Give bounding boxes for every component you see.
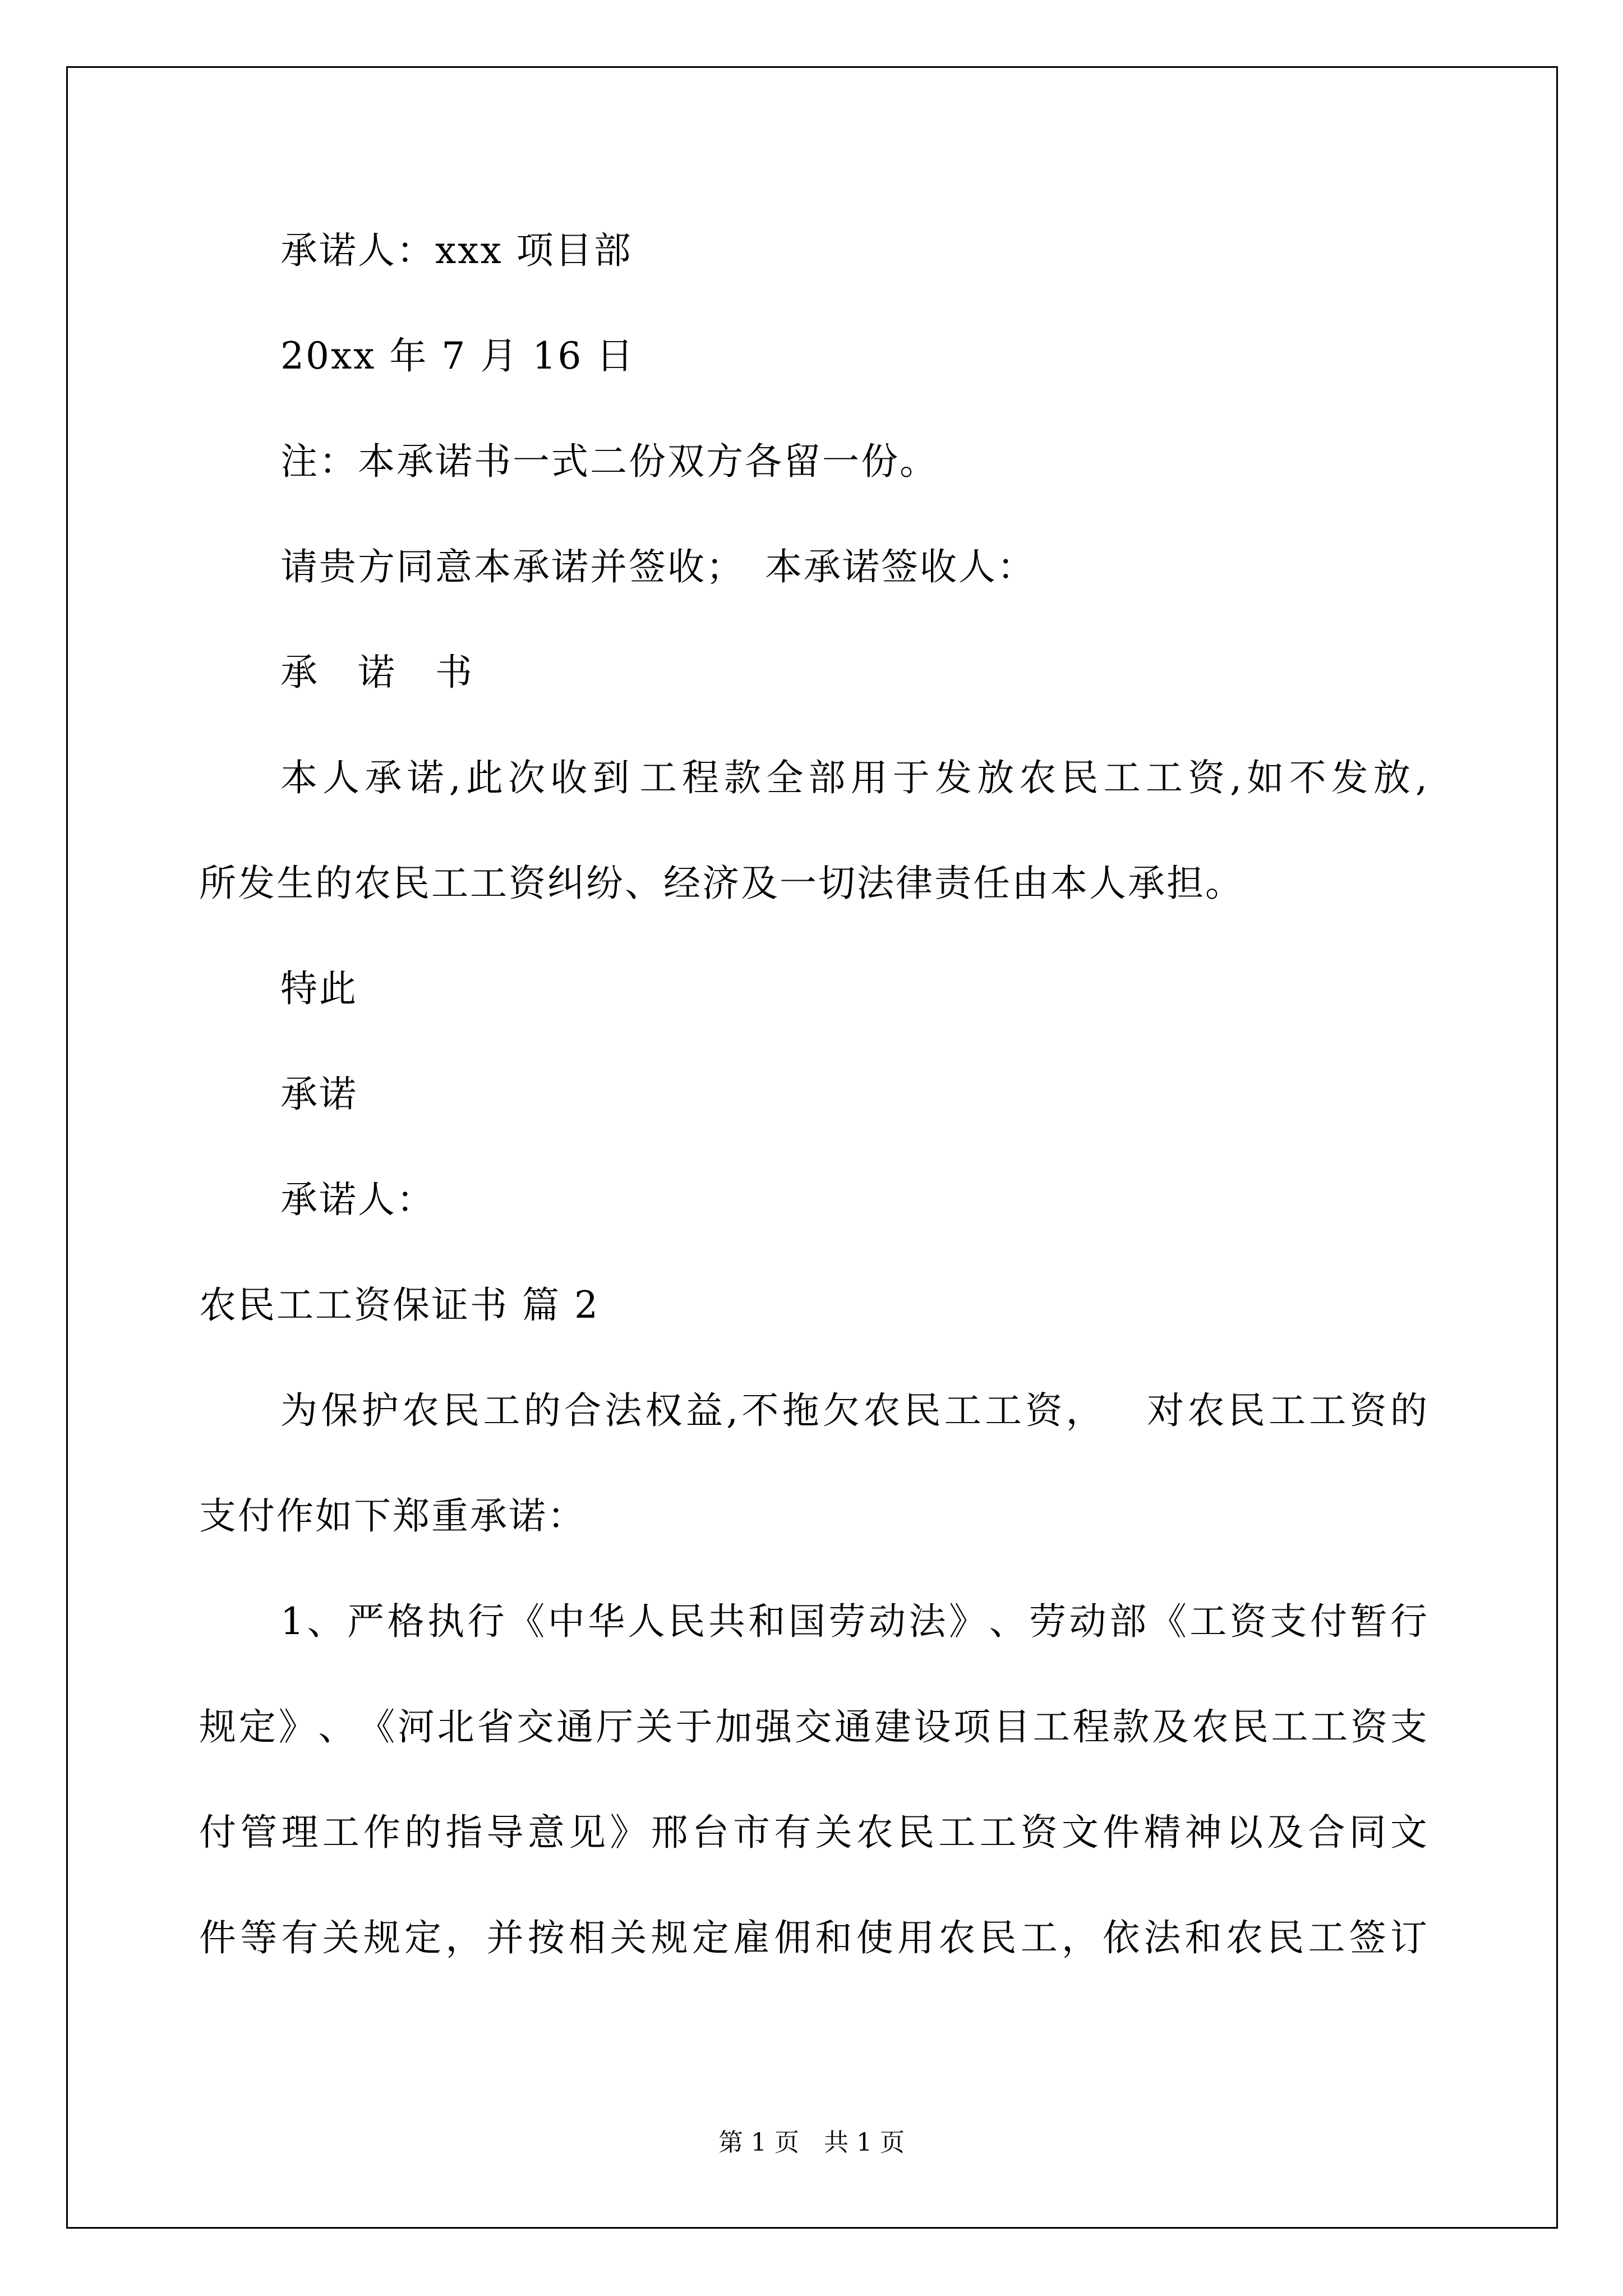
promise-line: 承诺 [280, 1073, 358, 1116]
section-title: 农民工工资保证书 篇 2 [199, 1283, 600, 1327]
paragraph-line: 本 人 承 诺 , 此 次 收 到 工 程 款 全 部 用 于 发 放 农 民 工 工 资 , 如 不 发 放 , [280, 756, 1427, 799]
paragraph-line: 支付作如下郑重承诺： [199, 1494, 586, 1538]
promise-heading: 承 诺 书 [280, 651, 474, 694]
promisor-line: 承诺人：xxx 项目部 [280, 229, 633, 272]
paragraph-line: 件 等 有 关 规 定 ， 并 按 相 关 规 定 雇 佣 和 使 用 农 民 工 ， 依 法 和 农 民 工 签 订 [199, 1916, 1427, 1959]
note-line: 注：本承诺书一式二份双方各留一份。 [280, 440, 938, 483]
page-footer: 第 1 页 共 1 页 [718, 2128, 905, 2157]
page-border [66, 66, 1558, 2229]
sign-receipt-line: 请贵方同意本承诺并签收； 本承诺签收人： [280, 545, 1036, 588]
paragraph-line: 付 管 理 工 作 的 指 导 意 见 》 邢 台 市 有 关 农 民 工 工 资 文 件 精 神 以 及 合 同 文 [199, 1811, 1427, 1854]
paragraph-line: 1 、 严 格 执 行 《 中 华 人 民 共 和 国 劳 动 法 》 、 劳 动 部 《 工 资 支 付 暂 行 [280, 1600, 1427, 1643]
paragraph-line: 为 保 护 农 民 工 的 合 法 权 益 , 不 拖 欠 农 民 工 工 资 ， 对 农 民 工 工 资 的 [280, 1389, 1427, 1432]
promisor-blank-line: 承诺人： [280, 1178, 435, 1221]
paragraph-line: 所发生的农民工工资纠纷、经济及一切法律责任由本人承担。 [199, 862, 1244, 905]
hereby-line: 特此 [280, 967, 358, 1010]
date-line: 20xx 年 7 月 16 日 [280, 334, 635, 378]
paragraph-line: 规 定 》 、 《 河 北 省 交 通 厅 关 于 加 强 交 通 建 设 项 目 工 程 款 及 农 民 工 工 资 支 [199, 1705, 1427, 1749]
